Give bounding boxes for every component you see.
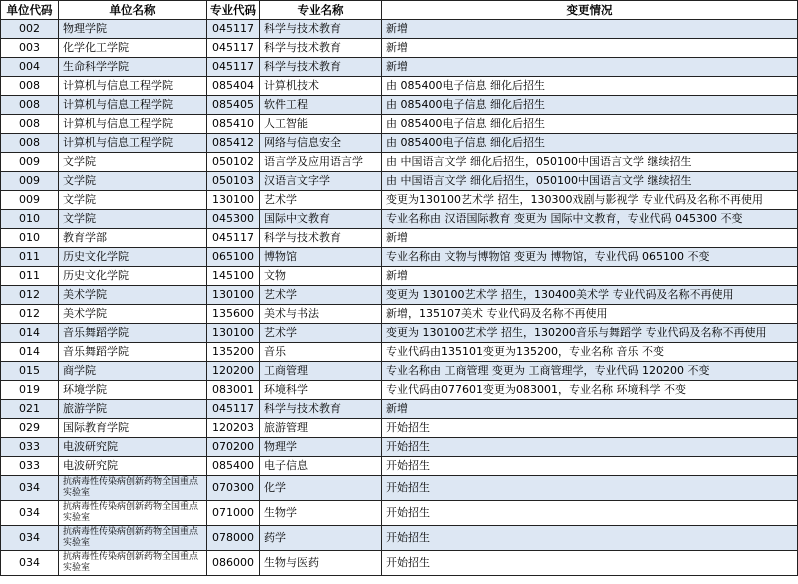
major-code-cell: 045117 (207, 39, 260, 58)
header-unit-code: 单位代码 (1, 1, 59, 20)
table-row (1, 324, 798, 343)
table-row (1, 476, 798, 501)
unit-code-cell: 033 (1, 457, 59, 476)
major-code-cell: 083001 (207, 381, 260, 400)
table-row (1, 305, 798, 324)
unit-name-cell: 计算机与信息工程学院 (59, 134, 207, 153)
major-code-cell: 071000 (207, 501, 260, 526)
unit-code-cell: 008 (1, 96, 59, 115)
table-row (1, 501, 798, 526)
unit-name-cell: 美术学院 (59, 305, 207, 324)
unit-name-cell: 音乐舞蹈学院 (59, 343, 207, 362)
table-row (1, 115, 798, 134)
unit-name-cell: 商学院 (59, 362, 207, 381)
change-cell: 专业名称由 工商管理 变更为 工商管理学，专业代码 120200 不变 (382, 362, 798, 381)
unit-name-cell: 文学院 (59, 153, 207, 172)
major-name-cell: 音乐 (260, 343, 382, 362)
unit-code-cell: 011 (1, 267, 59, 286)
unit-name-cell: 电波研究院 (59, 438, 207, 457)
major-name-cell: 科学与技术教育 (260, 58, 382, 77)
unit-code-cell: 014 (1, 343, 59, 362)
unit-code-cell: 034 (1, 476, 59, 501)
major-code-cell: 120203 (207, 419, 260, 438)
table-row (1, 526, 798, 551)
table-row (1, 134, 798, 153)
major-code-cell: 085404 (207, 77, 260, 96)
major-code-cell: 135200 (207, 343, 260, 362)
change-cell: 开始招生 (382, 551, 798, 576)
major-code-cell: 078000 (207, 526, 260, 551)
change-cell: 开始招生 (382, 438, 798, 457)
unit-name-cell: 历史文化学院 (59, 248, 207, 267)
unit-name-cell: 美术学院 (59, 286, 207, 305)
major-name-cell: 化学 (260, 476, 382, 501)
change-cell: 新增 (382, 229, 798, 248)
unit-name-cell: 化学化工学院 (59, 39, 207, 58)
major-code-cell: 085400 (207, 457, 260, 476)
change-cell: 由 中国语言文学 细化后招生，050100中国语言文学 继续招生 (382, 153, 798, 172)
unit-name-cell: 文学院 (59, 172, 207, 191)
change-cell: 新增，135107美术 专业代码及名称不再使用 (382, 305, 798, 324)
table-row (1, 438, 798, 457)
unit-code-cell: 008 (1, 134, 59, 153)
unit-name-cell: 抗病毒性传染病创新药物全国重点实验室 (59, 501, 207, 526)
major-code-cell: 085412 (207, 134, 260, 153)
major-name-cell: 软件工程 (260, 96, 382, 115)
major-name-cell: 汉语言文字学 (260, 172, 382, 191)
change-cell: 变更为130100艺术学 招生，130300戏剧与影视学 专业代码及名称不再使用 (382, 191, 798, 210)
unit-name-cell: 教育学部 (59, 229, 207, 248)
unit-code-cell: 011 (1, 248, 59, 267)
change-cell: 开始招生 (382, 419, 798, 438)
major-name-cell: 药学 (260, 526, 382, 551)
change-cell: 由 085400电子信息 细化后招生 (382, 96, 798, 115)
major-name-cell: 电子信息 (260, 457, 382, 476)
header-unit-name: 单位名称 (59, 1, 207, 20)
unit-name-cell: 计算机与信息工程学院 (59, 115, 207, 134)
table-row (1, 77, 798, 96)
table-row (1, 343, 798, 362)
table-row (1, 210, 798, 229)
major-code-cell: 145100 (207, 267, 260, 286)
change-cell: 专业名称由 汉语国际教育 变更为 国际中文教育，专业代码 045300 不变 (382, 210, 798, 229)
unit-code-cell: 034 (1, 501, 59, 526)
unit-code-cell: 010 (1, 229, 59, 248)
table-row (1, 457, 798, 476)
table-row (1, 267, 798, 286)
header-change: 变更情况 (382, 1, 798, 20)
unit-code-cell: 008 (1, 77, 59, 96)
major-name-cell: 国际中文教育 (260, 210, 382, 229)
unit-code-cell: 003 (1, 39, 59, 58)
major-code-cell: 045117 (207, 20, 260, 39)
table-row (1, 551, 798, 576)
major-name-cell: 艺术学 (260, 286, 382, 305)
unit-name-cell: 历史文化学院 (59, 267, 207, 286)
table-row (1, 20, 798, 39)
table-row (1, 96, 798, 115)
major-code-cell: 086000 (207, 551, 260, 576)
major-name-cell: 旅游管理 (260, 419, 382, 438)
unit-code-cell: 015 (1, 362, 59, 381)
unit-code-cell: 009 (1, 172, 59, 191)
unit-code-cell: 008 (1, 115, 59, 134)
change-cell: 开始招生 (382, 476, 798, 501)
table-row (1, 58, 798, 77)
change-cell: 由 中国语言文学 细化后招生，050100中国语言文学 继续招生 (382, 172, 798, 191)
unit-code-cell: 014 (1, 324, 59, 343)
unit-code-cell: 010 (1, 210, 59, 229)
unit-code-cell: 012 (1, 305, 59, 324)
change-cell: 新增 (382, 267, 798, 286)
major-code-cell: 135600 (207, 305, 260, 324)
change-cell: 新增 (382, 20, 798, 39)
unit-name-cell: 计算机与信息工程学院 (59, 96, 207, 115)
unit-name-cell: 旅游学院 (59, 400, 207, 419)
major-name-cell: 科学与技术教育 (260, 20, 382, 39)
major-name-cell: 物理学 (260, 438, 382, 457)
major-name-cell: 工商管理 (260, 362, 382, 381)
unit-name-cell: 生命科学学院 (59, 58, 207, 77)
major-name-cell: 艺术学 (260, 191, 382, 210)
table-row (1, 381, 798, 400)
table-row (1, 153, 798, 172)
unit-name-cell: 抗病毒性传染病创新药物全国重点实验室 (59, 526, 207, 551)
unit-code-cell: 009 (1, 191, 59, 210)
change-cell: 专业代码由077601变更为083001，专业名称 环境科学 不变 (382, 381, 798, 400)
table-row (1, 419, 798, 438)
unit-name-cell: 计算机与信息工程学院 (59, 77, 207, 96)
major-code-cell: 050103 (207, 172, 260, 191)
unit-code-cell: 002 (1, 20, 59, 39)
major-code-cell: 065100 (207, 248, 260, 267)
table-row (1, 248, 798, 267)
table-row (1, 229, 798, 248)
major-name-cell: 科学与技术教育 (260, 229, 382, 248)
major-code-cell: 045117 (207, 400, 260, 419)
unit-name-cell: 物理学院 (59, 20, 207, 39)
major-name-cell: 博物馆 (260, 248, 382, 267)
unit-code-cell: 021 (1, 400, 59, 419)
table-row (1, 39, 798, 58)
change-cell: 变更为 130100艺术学 招生，130400美术学 专业代码及名称不再使用 (382, 286, 798, 305)
major-name-cell: 生物与医药 (260, 551, 382, 576)
unit-name-cell: 音乐舞蹈学院 (59, 324, 207, 343)
unit-code-cell: 033 (1, 438, 59, 457)
major-code-cell: 130100 (207, 286, 260, 305)
change-cell: 由 085400电子信息 细化后招生 (382, 77, 798, 96)
major-code-cell: 070300 (207, 476, 260, 501)
major-name-cell: 网络与信息安全 (260, 134, 382, 153)
major-name-cell: 艺术学 (260, 324, 382, 343)
change-cell: 开始招生 (382, 501, 798, 526)
major-code-cell: 045300 (207, 210, 260, 229)
major-code-cell: 130100 (207, 324, 260, 343)
table-row (1, 286, 798, 305)
unit-name-cell: 抗病毒性传染病创新药物全国重点实验室 (59, 476, 207, 501)
header-major-code: 专业代码 (207, 1, 260, 20)
unit-name-cell: 电波研究院 (59, 457, 207, 476)
change-cell: 新增 (382, 58, 798, 77)
unit-name-cell: 抗病毒性传染病创新药物全国重点实验室 (59, 551, 207, 576)
unit-name-cell: 文学院 (59, 210, 207, 229)
unit-code-cell: 034 (1, 526, 59, 551)
unit-name-cell: 国际教育学院 (59, 419, 207, 438)
table-row (1, 191, 798, 210)
change-cell: 开始招生 (382, 457, 798, 476)
change-cell: 专业名称由 文物与博物馆 变更为 博物馆，专业代码 065100 不变 (382, 248, 798, 267)
major-name-cell: 科学与技术教育 (260, 400, 382, 419)
change-cell: 变更为 130100艺术学 招生，130200音乐与舞蹈学 专业代码及名称不再使用 (382, 324, 798, 343)
major-name-cell: 计算机技术 (260, 77, 382, 96)
major-name-cell: 文物 (260, 267, 382, 286)
major-code-cell: 050102 (207, 153, 260, 172)
header-major-name: 专业名称 (260, 1, 382, 20)
major-name-cell: 生物学 (260, 501, 382, 526)
major-code-cell: 085410 (207, 115, 260, 134)
unit-code-cell: 004 (1, 58, 59, 77)
table-row (1, 172, 798, 191)
header-row (1, 1, 798, 20)
major-code-cell: 045117 (207, 58, 260, 77)
major-code-cell: 070200 (207, 438, 260, 457)
major-name-cell: 人工智能 (260, 115, 382, 134)
change-cell: 新增 (382, 39, 798, 58)
unit-name-cell: 文学院 (59, 191, 207, 210)
major-name-cell: 科学与技术教育 (260, 39, 382, 58)
unit-code-cell: 029 (1, 419, 59, 438)
change-cell: 新增 (382, 400, 798, 419)
unit-code-cell: 019 (1, 381, 59, 400)
unit-code-cell: 009 (1, 153, 59, 172)
unit-name-cell: 环境学院 (59, 381, 207, 400)
major-code-cell: 130100 (207, 191, 260, 210)
major-name-cell: 美术与书法 (260, 305, 382, 324)
table-body (1, 20, 798, 576)
table-row (1, 362, 798, 381)
major-name-cell: 环境科学 (260, 381, 382, 400)
major-code-cell: 045117 (207, 229, 260, 248)
major-name-cell: 语言学及应用语言学 (260, 153, 382, 172)
change-cell: 开始招生 (382, 526, 798, 551)
change-cell: 专业代码由135101变更为135200，专业名称 音乐 不变 (382, 343, 798, 362)
unit-code-cell: 034 (1, 551, 59, 576)
unit-code-cell: 012 (1, 286, 59, 305)
major-code-cell: 120200 (207, 362, 260, 381)
major-code-cell: 085405 (207, 96, 260, 115)
table-row (1, 400, 798, 419)
change-cell: 由 085400电子信息 细化后招生 (382, 134, 798, 153)
change-cell: 由 085400电子信息 细化后招生 (382, 115, 798, 134)
